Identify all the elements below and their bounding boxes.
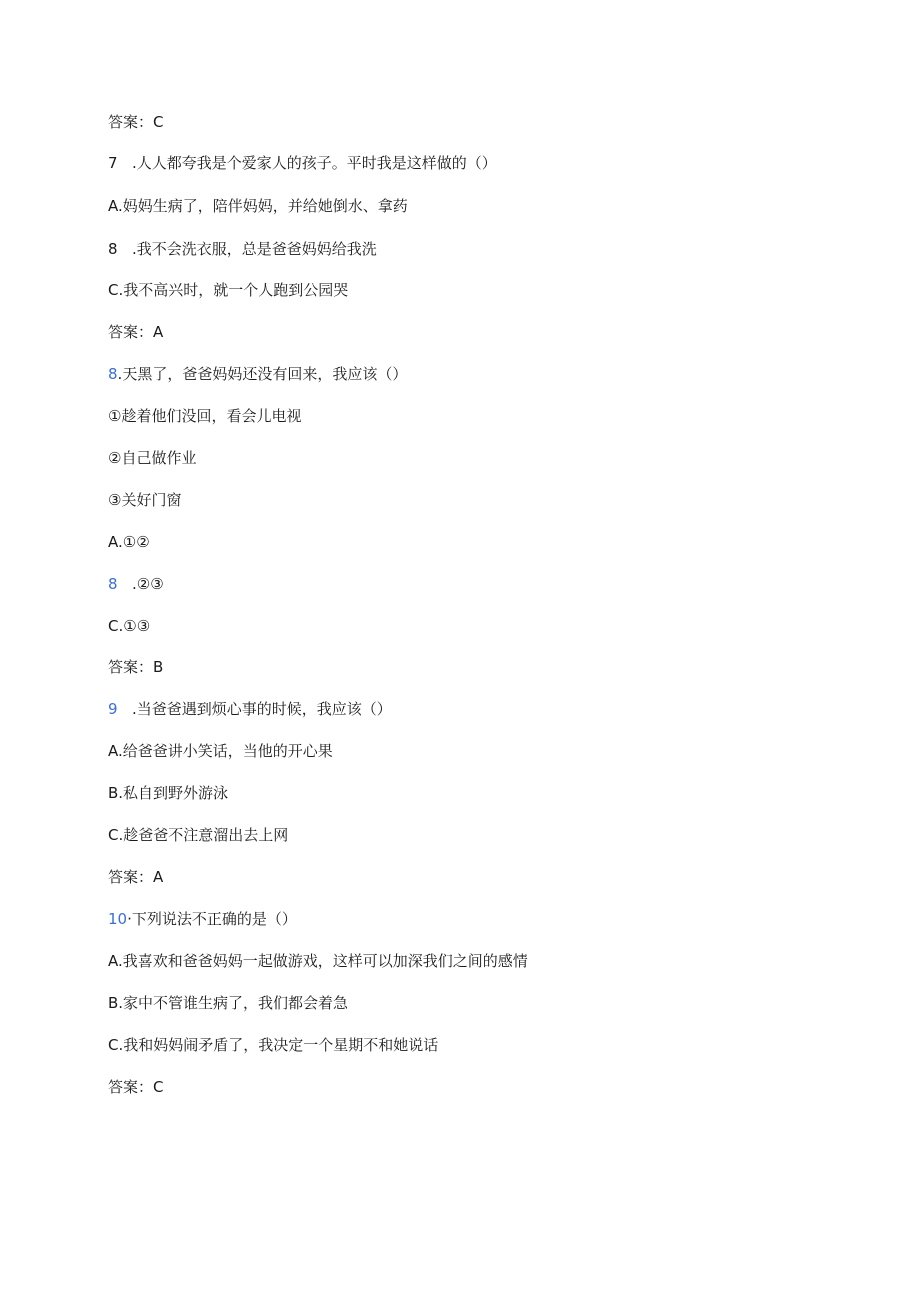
line-text: 答案：C bbox=[108, 113, 164, 131]
option-line bbox=[108, 574, 164, 594]
line-text: .天黑了，爸爸妈妈还没有回来，我应该（） bbox=[117, 365, 408, 383]
option-line bbox=[108, 993, 348, 1013]
question-10 bbox=[108, 909, 297, 929]
line-text: ①趁着他们没回，看会儿电视 bbox=[108, 407, 302, 425]
question-9 bbox=[108, 699, 392, 719]
line-text: ·下列说法不正确的是（） bbox=[127, 910, 297, 928]
answer-line bbox=[108, 1077, 163, 1097]
line-text: C.趁爸爸不注意溜出去上网 bbox=[108, 826, 289, 844]
answer-line bbox=[108, 322, 163, 342]
line-text: 答案：A bbox=[108, 868, 164, 886]
line-text: ③关好门窗 bbox=[108, 491, 182, 509]
answer-line bbox=[108, 112, 163, 132]
line-text: A.妈妈生病了，陪伴妈妈，并给她倒水、拿药 bbox=[108, 197, 408, 215]
option-line bbox=[108, 280, 348, 300]
statement-line bbox=[108, 448, 196, 468]
answer-line bbox=[108, 657, 163, 677]
option-line bbox=[108, 783, 228, 803]
answer-line bbox=[108, 867, 163, 887]
line-text: .人人都夸我是个爱家人的孩子。平时我是这样做的（） bbox=[132, 154, 497, 172]
line-text: A.我喜欢和爸爸妈妈一起做游戏，这样可以加深我们之间的感情 bbox=[108, 952, 528, 970]
option-line bbox=[108, 741, 333, 761]
item-number: 8 bbox=[108, 240, 118, 258]
option-line bbox=[108, 951, 528, 971]
option-line bbox=[108, 616, 150, 636]
line-text: .我不会洗衣服，总是爸爸妈妈给我洗 bbox=[132, 240, 377, 258]
line-text: C.我不高兴时，就一个人跑到公园哭 bbox=[108, 281, 349, 299]
line-text: 答案：A bbox=[108, 323, 164, 341]
option-line bbox=[108, 1035, 438, 1055]
item-number: 9 bbox=[108, 700, 118, 718]
line-text: B.家中不管谁生病了，我们都会着急 bbox=[108, 994, 349, 1012]
line-text: .当爸爸遇到烦心事的时候，我应该（） bbox=[132, 700, 392, 718]
line-text: C.我和妈妈闹矛盾了，我决定一个星期不和她说话 bbox=[108, 1036, 439, 1054]
line-text: 答案：B bbox=[108, 658, 164, 676]
line-text: ②自己做作业 bbox=[108, 449, 197, 467]
item-number: 7 bbox=[108, 154, 118, 172]
option-line bbox=[108, 196, 408, 216]
option-line bbox=[108, 532, 150, 552]
line-text: C.①③ bbox=[108, 617, 151, 635]
statement-line bbox=[108, 490, 181, 510]
line-text: 答案：C bbox=[108, 1078, 164, 1096]
item-number: 10 bbox=[108, 910, 128, 928]
line-text: A.①② bbox=[108, 533, 150, 551]
question-8 bbox=[108, 364, 407, 384]
option-line bbox=[108, 825, 288, 845]
item-number: 8 bbox=[108, 575, 118, 593]
item-number: 8 bbox=[108, 365, 118, 383]
question-7 bbox=[108, 153, 497, 173]
option-line bbox=[108, 239, 377, 259]
line-text: A.给爸爸讲小笑话，当他的开心果 bbox=[108, 742, 333, 760]
line-text: .②③ bbox=[132, 575, 164, 593]
statement-line bbox=[108, 406, 301, 426]
line-text: B.私自到野外游泳 bbox=[108, 784, 229, 802]
